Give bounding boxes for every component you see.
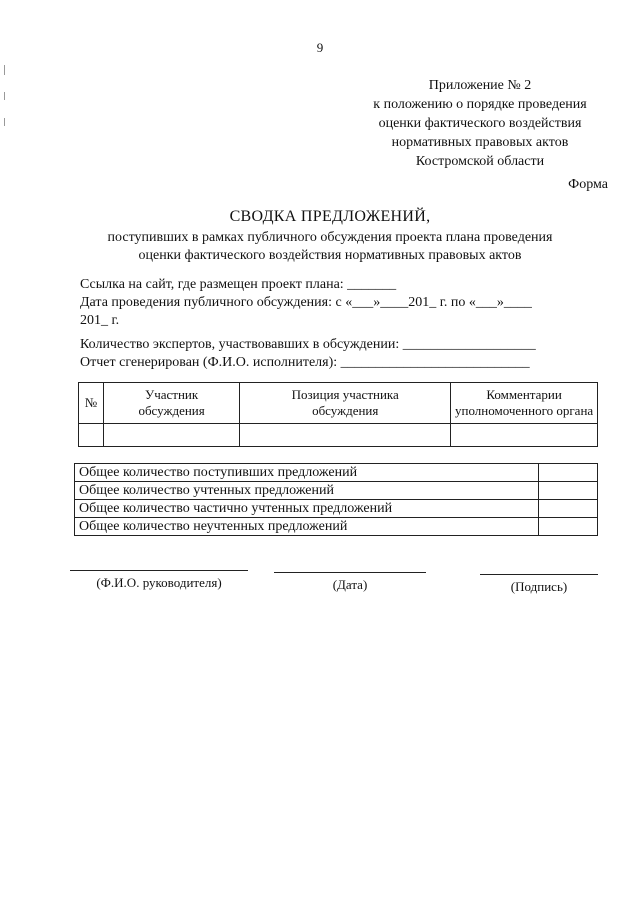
head-name-label: (Ф.И.О. руководителя) [96,575,222,590]
totals-label: Общее количество неучтенных предложений [75,518,539,536]
totals-value [539,500,598,518]
table-row [79,424,598,447]
table-cell [103,424,239,447]
appendix-line: Костромской области [415,154,545,169]
appendix-block [330,76,630,171]
appendix-line: к положению о порядке проведения [373,97,587,112]
fields-block [80,276,600,372]
site-link-field: Ссылка на сайт, где размещен проект плана: _______ [80,277,397,292]
head-signature-line [70,570,248,571]
totals-value [539,464,598,482]
appendix-title: Приложение № 2 [428,78,532,93]
totals-label: Общее количество поступивших предложений [75,464,539,482]
table-header-row [79,383,598,424]
table-cell [240,424,451,447]
document-subtitle [60,229,600,265]
date-label: (Дата) [332,577,368,592]
totals-value [539,518,598,536]
appendix-line: оценки фактического воздействия [378,116,582,131]
experts-field: Количество экспертов, участвовавших в обсуждении: ___________________ [80,337,536,352]
form-label: Форма [568,177,608,192]
totals-table [74,463,598,536]
margin-mark [4,118,5,126]
subtitle-line: поступивших в рамках публичного обсуждения проекта плана проведения [107,230,553,245]
table-cell [451,424,598,447]
subtitle-line: оценки фактического воздействия нормативных правовых актов [138,248,522,263]
totals-label: Общее количество частично учтенных предложений [75,500,539,518]
table-row [75,464,598,482]
date-signature-line [274,572,426,573]
table-cell [79,424,104,447]
header-participant: Участник обсуждения [103,383,239,424]
date-field-continuation: 201_ г. [80,313,120,328]
document-title: СВОДКА ПРЕДЛОЖЕНИЙ, [229,208,431,225]
signature-label: (Подпись) [510,579,568,594]
totals-label: Общее количество учтенных предложений [75,482,539,500]
appendix-line: нормативных правовых актов [391,135,569,150]
date-field: Дата проведения публичного обсуждения: с «___»____201_ г. по «___»____ [80,295,532,310]
totals-value [539,482,598,500]
table-row [75,482,598,500]
proposals-table [78,382,598,447]
signature-line [480,574,598,575]
margin-mark [4,92,5,100]
margin-mark [4,65,5,75]
table-row [75,518,598,536]
page-number: 9 [316,40,324,55]
header-number: № [79,383,104,424]
header-position: Позиция участника обсуждения [240,383,451,424]
report-field: Отчет сгенерирован (Ф.И.О. исполнителя): ___________________________ [80,355,530,370]
table-row [75,500,598,518]
header-comments: Комментарии уполномоченного органа [451,383,598,424]
